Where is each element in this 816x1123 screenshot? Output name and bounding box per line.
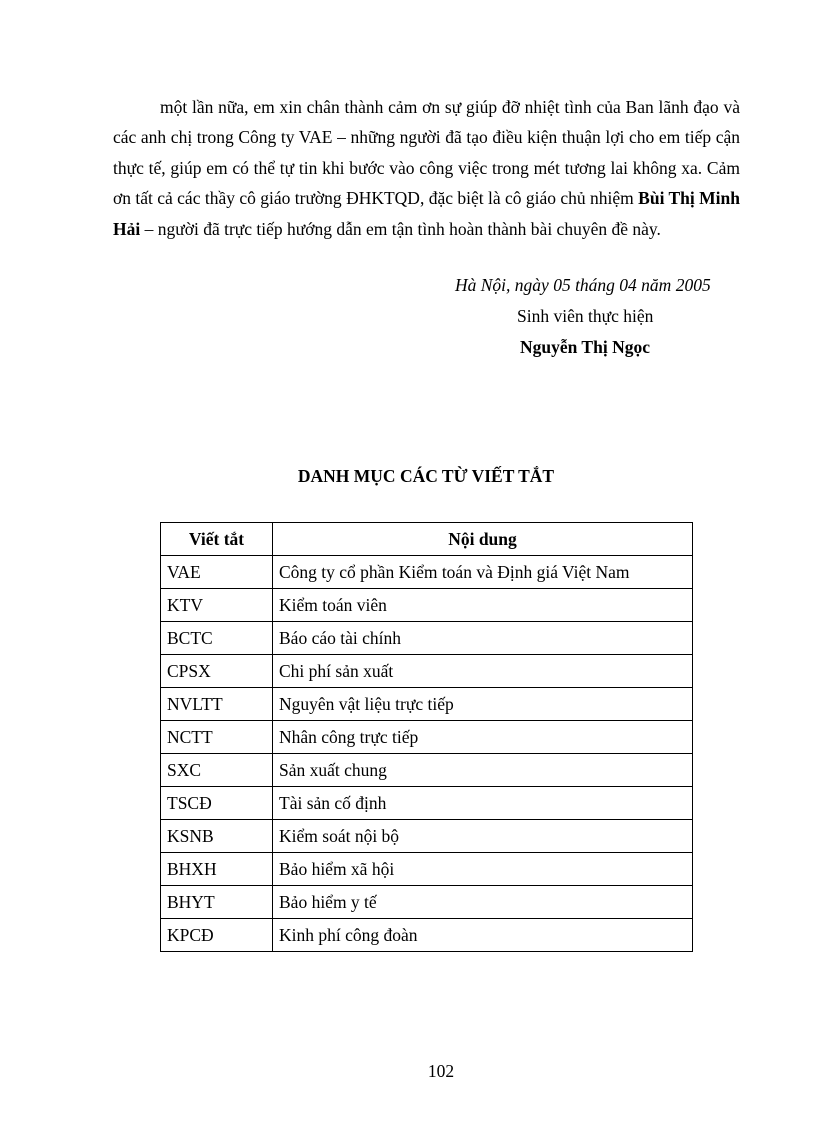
meaning-cell: Bảo hiểm xã hội — [273, 853, 693, 886]
header-content: Nội dung — [273, 523, 693, 556]
meaning-cell: Tài sản cố định — [273, 787, 693, 820]
abbreviation-cell: BHXH — [161, 853, 273, 886]
abbreviation-cell: CPSX — [161, 655, 273, 688]
signature-date: Hà Nội, ngày 05 tháng 04 năm 2005 — [455, 275, 711, 295]
advisor-name: Bùi Thị Minh Hải — [113, 188, 740, 239]
table-header-row — [161, 523, 693, 556]
abbreviation-cell: BCTC — [161, 622, 273, 655]
page-number: 102 — [427, 1061, 455, 1081]
table-row — [161, 622, 693, 655]
meaning-cell: Kiểm toán viên — [273, 589, 693, 622]
abbreviation-cell: VAE — [161, 556, 273, 589]
abbreviation-list-title: DANH MỤC CÁC TỪ VIẾT TẮT — [297, 466, 555, 486]
abbreviation-cell: KSNB — [161, 820, 273, 853]
meaning-cell: Bảo hiểm y tế — [273, 886, 693, 919]
abbreviation-table — [160, 522, 693, 952]
table-row — [161, 820, 693, 853]
meaning-cell: Sản xuất chung — [273, 754, 693, 787]
paragraph-text-part2: – người đã trực tiếp hướng dẫn em tận tình hoàn thành bài chuyên đề này. — [140, 218, 661, 239]
meaning-cell: Nhân công trực tiếp — [273, 721, 693, 754]
table-row — [161, 886, 693, 919]
meaning-cell: Nguyên vật liệu trực tiếp — [273, 688, 693, 721]
abbreviation-cell: KTV — [161, 589, 273, 622]
abbreviation-cell: NVLTT — [161, 688, 273, 721]
abbreviation-cell: KPCĐ — [161, 919, 273, 952]
acknowledgement-paragraph — [113, 92, 740, 244]
table-row — [161, 919, 693, 952]
table-row — [161, 754, 693, 787]
abbreviation-cell: SXC — [161, 754, 273, 787]
abbreviation-cell: TSCĐ — [161, 787, 273, 820]
table-row — [161, 556, 693, 589]
table-row — [161, 853, 693, 886]
meaning-cell: Công ty cổ phần Kiểm toán và Định giá Việt Nam — [273, 556, 693, 589]
signature-role: Sinh viên thực hiện — [517, 306, 654, 326]
meaning-cell: Kinh phí công đoàn — [273, 919, 693, 952]
header-abbreviation: Viết tắt — [161, 523, 273, 556]
table-row — [161, 589, 693, 622]
table-row — [161, 787, 693, 820]
table-row — [161, 655, 693, 688]
abbreviation-cell: BHYT — [161, 886, 273, 919]
meaning-cell: Báo cáo tài chính — [273, 622, 693, 655]
meaning-cell: Chi phí sản xuất — [273, 655, 693, 688]
paragraph-text-part1: một lần nữa, em xin chân thành cảm ơn sự giúp đỡ nhiệt tình của Ban lãnh đạo và các anh chị trong Công ty VAE – những người đã tạo điều kiện thuận lợi cho em tiếp cận thực tế, giúp em có thể tự tin khi bước vào công việc trong mét tương lai không xa. Cảm ơn tất cả các thầy cô giáo trường ĐHKTQD, đặc biệt là cô giáo chủ nhiệm — [113, 97, 740, 209]
meaning-cell: Kiểm soát nội bộ — [273, 820, 693, 853]
table-row — [161, 688, 693, 721]
signature-name: Nguyễn Thị Ngọc — [520, 337, 650, 357]
table-row — [161, 721, 693, 754]
abbreviation-cell: NCTT — [161, 721, 273, 754]
